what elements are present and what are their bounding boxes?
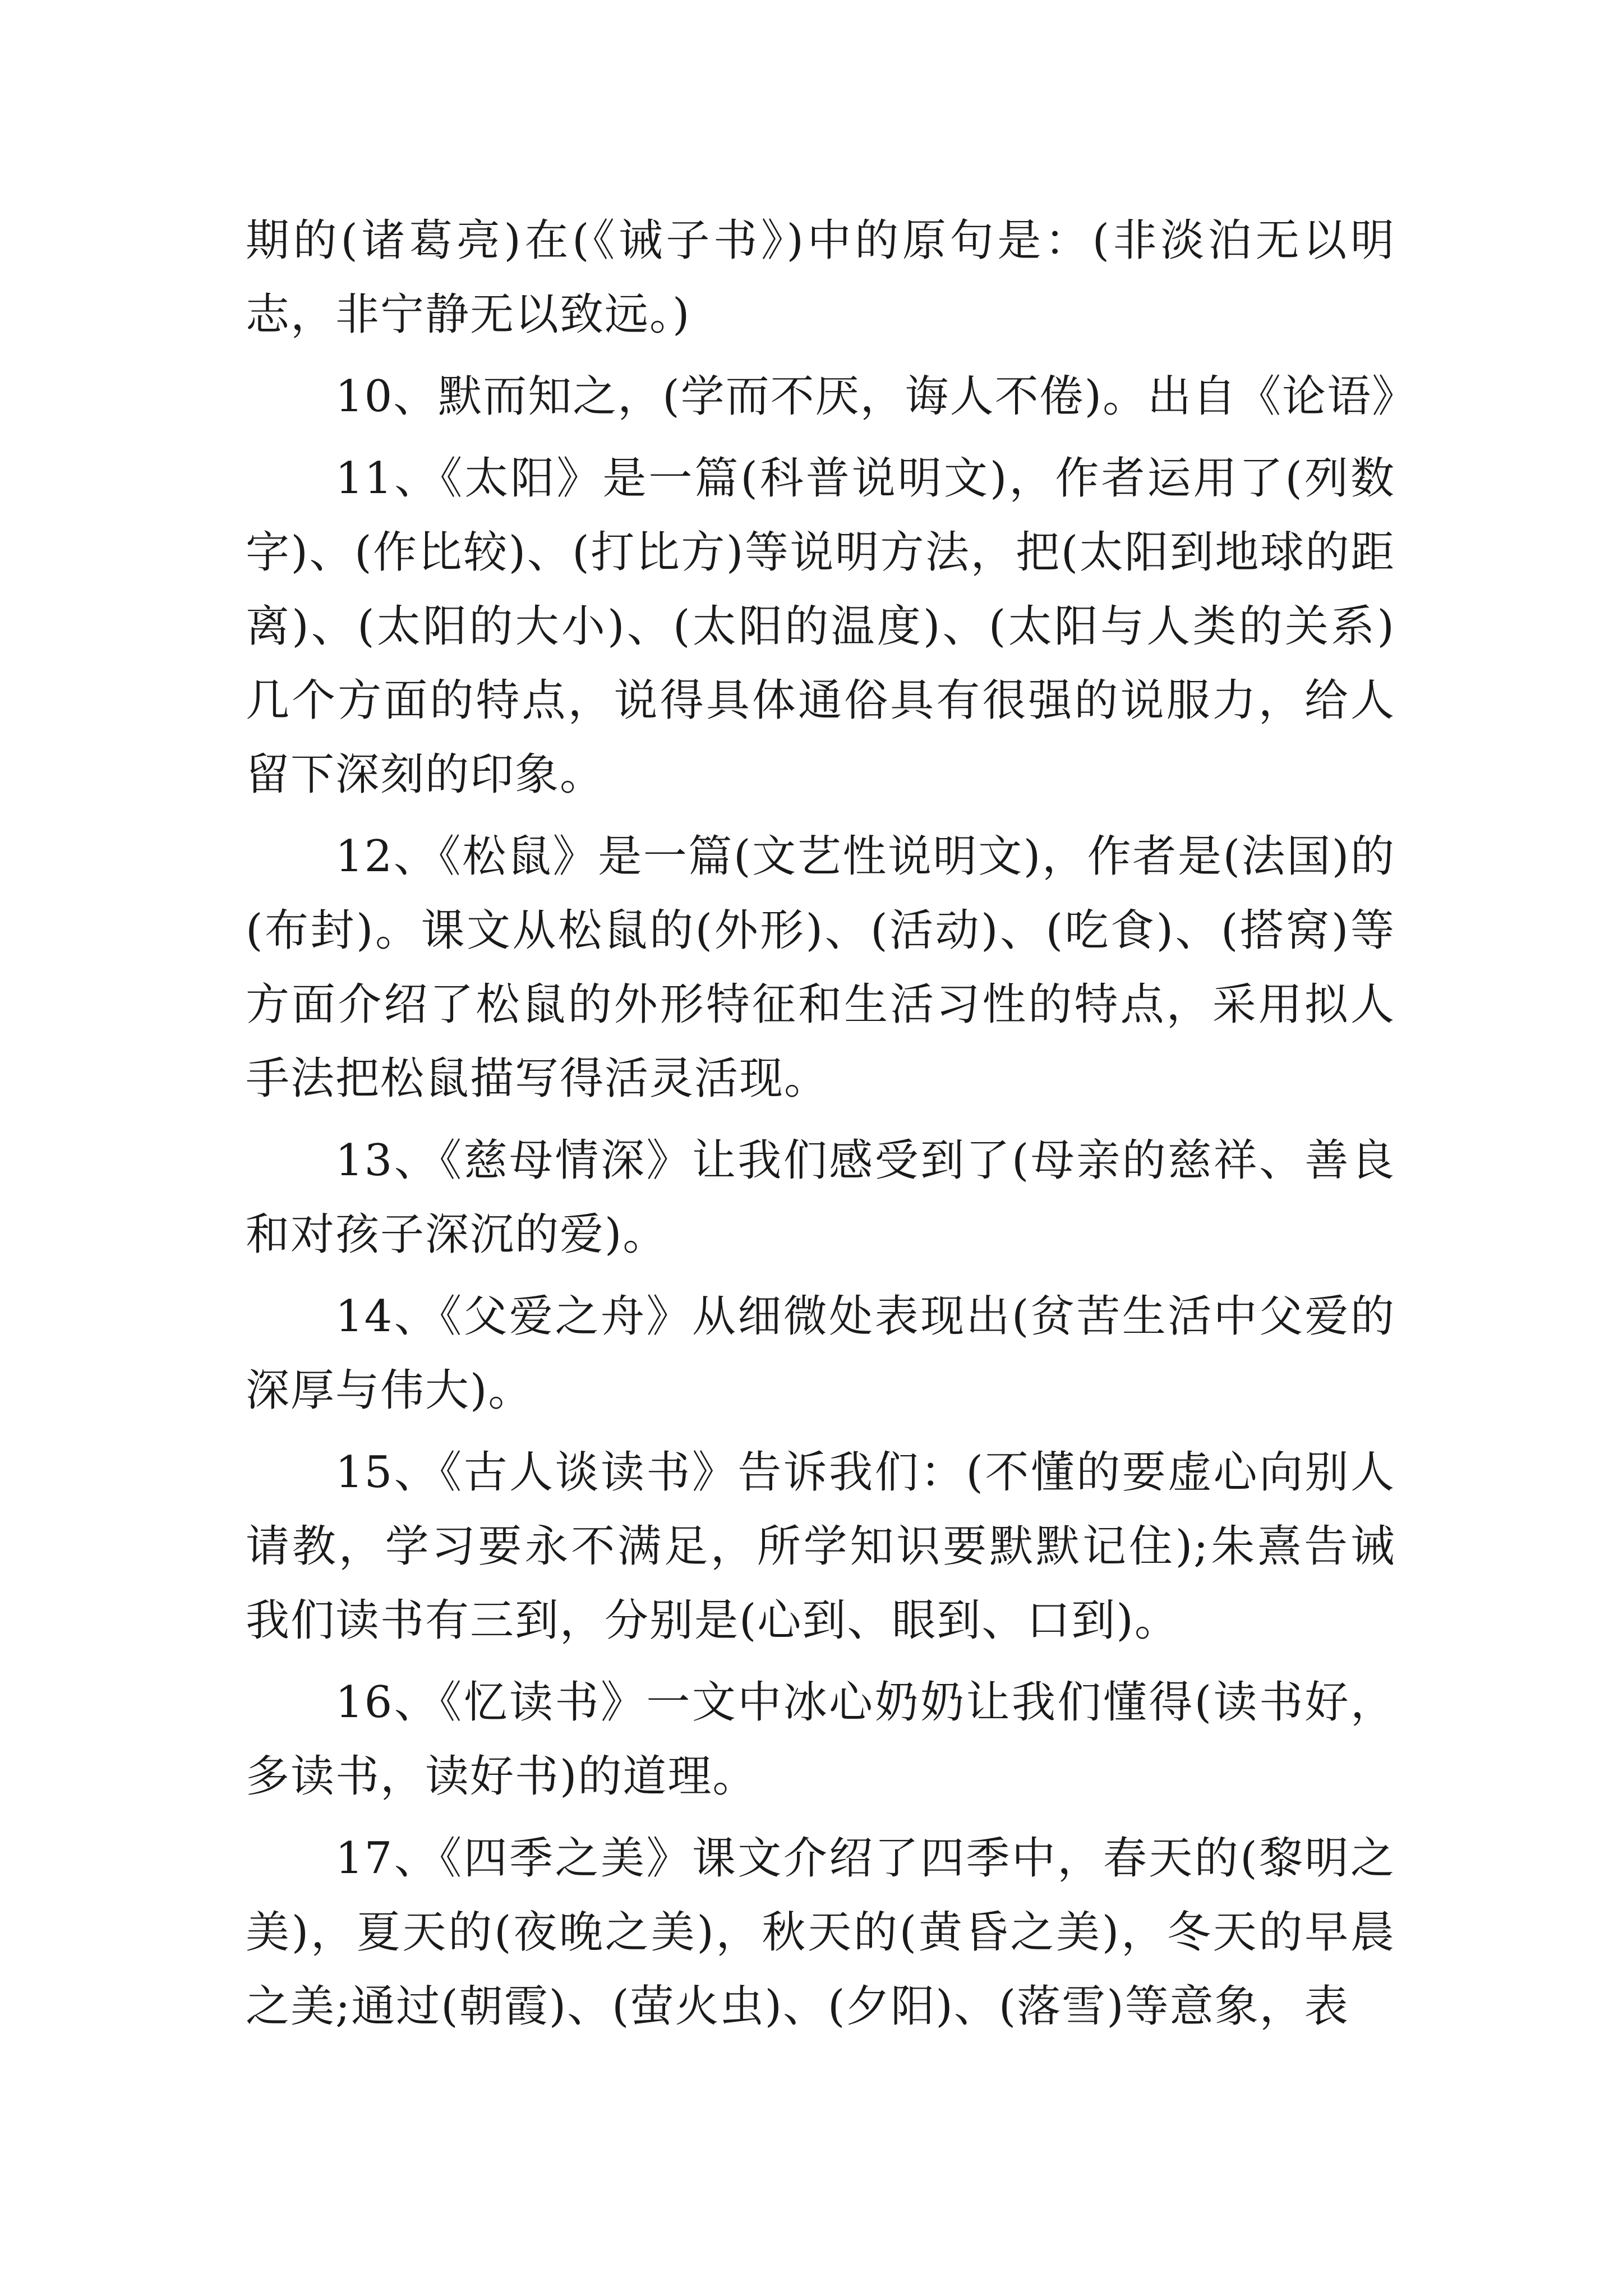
paragraph-item-12: 12、《松鼠》是一篇(文艺性说明文)，作者是(法国)的(布封)。课文从松鼠的(外形)、(活动)、(吃食)、(搭窝)等方面介绍了松鼠的外形特征和生活习性的特点，采用拟人手法把松鼠描写得活灵活现。 (246, 831, 1395, 1104)
paragraph-item-17: 17、《四季之美》课文介绍了四季中，春天的(黎明之美)，夏天的(夜晚之美)，秋天的(黄昏之美)，冬天的早晨之美;通过(朝霞)、(萤火虫)、(夕阳)、(落雪)等意象，表 (246, 1833, 1395, 2032)
paragraph-continuation: 期的(诸葛亮)在(《诫子书》)中的原句是：(非淡泊无以明志，非宁静无以致远。) (246, 215, 1395, 340)
paragraph-item-11: 11、《太阳》是一篇(科普说明文)，作者运用了(列数字)、(作比较)、(打比方)等说明方法，把(太阳到地球的距离)、(太阳的大小)、(太阳的温度)、(太阳与人类的关系)几个方面的特点，说得具体通俗具有很强的说服力，给人留下深刻的印象。 (246, 453, 1395, 800)
paragraph-item-13: 13、《慈母情深》让我们感受到了(母亲的慈祥、善良和对孩子深沉的爱)。 (246, 1135, 1395, 1260)
paragraph-item-16: 16、《忆读书》一文中冰心奶奶让我们懂得(读书好，多读书，读好书)的道理。 (246, 1677, 1395, 1802)
paragraph-item-14: 14、《父爱之舟》从细微处表现出(贫苦生活中父爱的深厚与伟大)。 (246, 1291, 1395, 1416)
document-body (246, 204, 1417, 2051)
paragraph-item-10: 10、默而知之，(学而不厌，诲人不倦)。出自《论语》 (335, 371, 1417, 422)
paragraph-item-15: 15、《古人谈读书》告诉我们：(不懂的要虚心向别人请教，学习要永不满足，所学知识要默默记住);朱熹告诫我们读书有三到，分别是(心到、眼到、口到)。 (246, 1447, 1395, 1646)
